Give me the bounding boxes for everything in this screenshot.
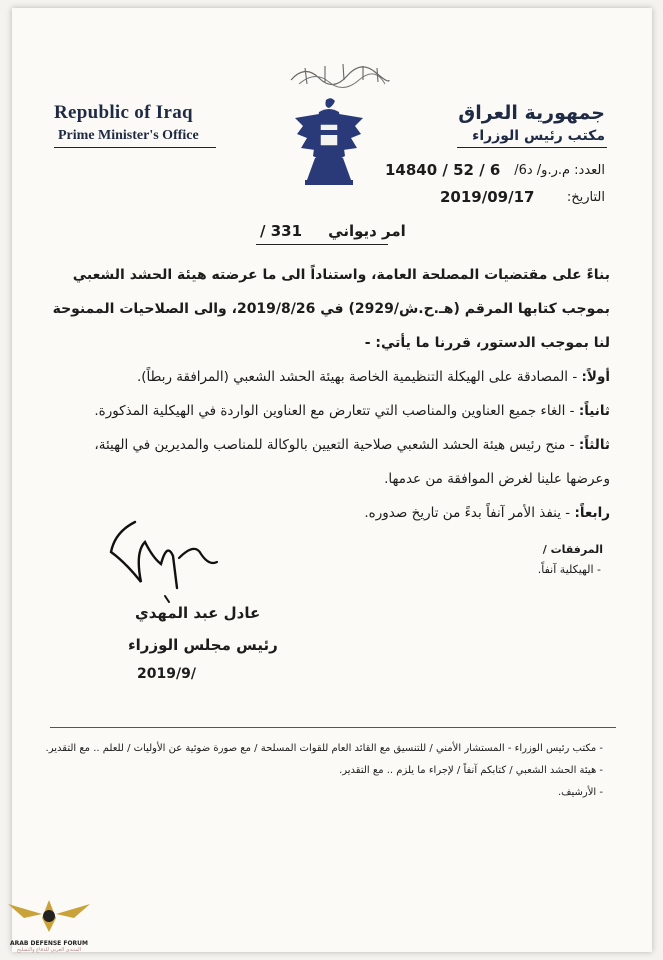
order-item-3-label: ثالثاً:: [578, 437, 610, 453]
order-number: 331 /: [260, 222, 303, 240]
cc-line-1: - مكتب رئيس الوزراء - المستشار الأمني / للتنسيق مع القائد العام للقوات المسلحة / مع صورة ضوئية عن الأوليات / للعلم .. مع التقدير.: [45, 743, 603, 754]
order-item-4-label: رابعاً:: [574, 505, 610, 521]
cc-divider: [50, 727, 616, 728]
cc-line-2: - هيئة الحشد الشعبي / كتابكم آنفاً / لإجراء ما يلزم .. مع التقدير.: [339, 765, 603, 776]
signatory-title: رئيس مجلس الوزراء: [128, 636, 278, 654]
order-item-1: [50, 360, 610, 394]
order-item-1-text: - المصادقة على الهيكلة التنظيمية الخاصة بهيئة الحشد الشعبي (المرافقة ربطاً).: [136, 369, 578, 385]
order-item-2-text: - الغاء جميع العناوين والمناصب التي تتعارض مع العناوين الواردة في الهيكلية المذكورة.: [94, 403, 575, 419]
reference-label: العدد: م.ر.و/ د6/: [514, 163, 605, 178]
attachments-item: - الهيكلية آنفاً.: [537, 563, 601, 576]
header-ar-divider: [457, 147, 607, 148]
attachments-title: المرفقات /: [542, 543, 603, 556]
cc-line-3: - الأرشيف.: [557, 787, 603, 798]
header-ar-title: جمهورية العراق: [458, 102, 605, 124]
reference-number: 14840 / 52 / 6: [385, 161, 501, 179]
header-en-subtitle: Prime Minister's Office: [58, 128, 199, 143]
order-item-3: [50, 428, 610, 496]
order-label: امر ديواني: [328, 222, 406, 240]
document-date: 2019/09/17: [440, 188, 535, 206]
bismillah-calligraphy: [285, 58, 395, 90]
date-label: التاريخ:: [566, 190, 605, 205]
watermark-line-1: ARAB DEFENSE FORUM: [9, 940, 89, 947]
header-en-title: Republic of Iraq: [54, 102, 193, 123]
signature-date: 2019/9/: [137, 666, 196, 682]
order-item-4-text: - ينفذ الأمر آنفاً بدءً من تاريخ صدوره.: [364, 505, 571, 521]
signatory-name: عادل عبد المهدي: [135, 604, 261, 622]
header-ar-subtitle: مكتب رئيس الوزراء: [472, 128, 605, 144]
order-item-2-label: ثانياً:: [578, 403, 610, 419]
order-intro: بناءً على مقتضيات المصلحة العامة، واستناداً الى ما عرضته هيئة الحشد الشعبي بموجب كتابها المرقم (هـ.ح.ش/2929) في 2019/8/26، والى الصلاحيات الممنوحة لنا بموجب الدستور، قررنا ما يأتي: -: [52, 267, 610, 351]
order-item-3-text: - منح رئيس هيئة الحشد الشعبي صلاحية التعيين بالوكالة للمناصب والمديرين في الهيئة، وعرضها علينا لغرض الموافقة من عدمها.: [94, 437, 610, 487]
watermark-line-2: المنتدى العربي للدفاع والتسليح: [16, 947, 82, 953]
watermark-logo: [4, 896, 94, 954]
order-item-2: [50, 394, 610, 428]
order-item-1-label: أولاً:: [581, 369, 610, 385]
iraq-eagle-emblem-icon: [293, 96, 365, 188]
order-title: [260, 222, 406, 240]
handwritten-signature: [105, 512, 223, 604]
header-en-divider: [54, 147, 216, 148]
order-body: [50, 258, 610, 530]
order-underline: [256, 244, 388, 245]
